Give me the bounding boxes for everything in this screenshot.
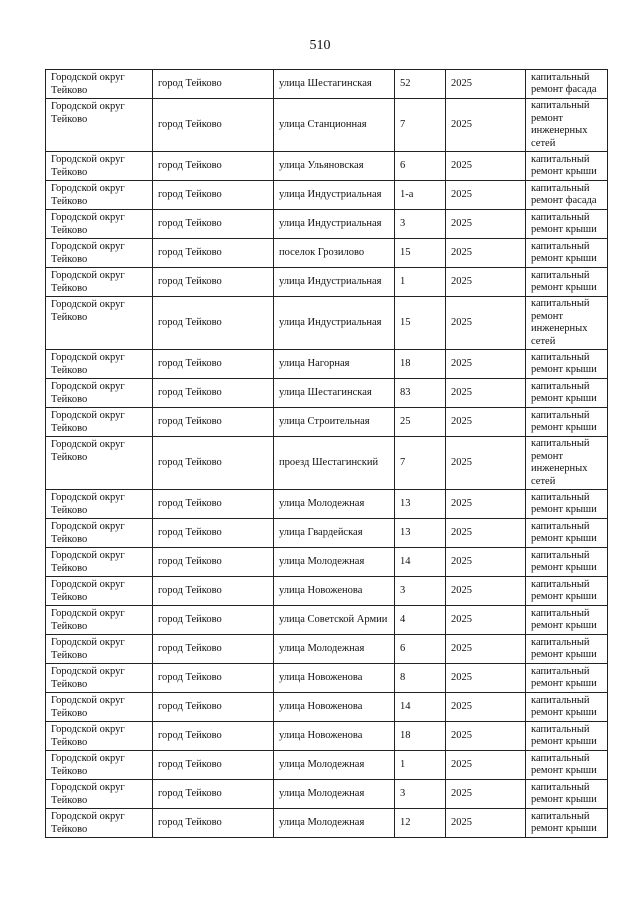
street-cell: улица Молодежная: [274, 809, 395, 838]
year-cell: 2025: [446, 350, 526, 379]
year-cell: 2025: [446, 548, 526, 577]
city-cell: город Тейково: [153, 577, 274, 606]
table-row: [46, 70, 608, 99]
house-number-cell: 14: [395, 693, 446, 722]
city-cell: город Тейково: [153, 297, 274, 350]
street-cell: улица Новоженова: [274, 693, 395, 722]
street-cell: улица Молодежная: [274, 751, 395, 780]
house-number-cell: 13: [395, 490, 446, 519]
city-cell: город Тейково: [153, 722, 274, 751]
district-cell: Городской округ Тейково: [46, 210, 153, 239]
district-cell: Городской округ Тейково: [46, 751, 153, 780]
table-row: [46, 519, 608, 548]
work-type-cell: капитальный ремонт крыши: [526, 379, 608, 408]
work-type-cell: капитальный ремонт крыши: [526, 664, 608, 693]
table-row: [46, 635, 608, 664]
district-cell: Городской округ Тейково: [46, 577, 153, 606]
year-cell: 2025: [446, 809, 526, 838]
year-cell: 2025: [446, 239, 526, 268]
city-cell: город Тейково: [153, 210, 274, 239]
work-type-cell: капитальный ремонт крыши: [526, 548, 608, 577]
city-cell: город Тейково: [153, 268, 274, 297]
year-cell: 2025: [446, 379, 526, 408]
district-cell: Городской округ Тейково: [46, 606, 153, 635]
repair-schedule-table: [45, 69, 608, 838]
house-number-cell: 3: [395, 577, 446, 606]
district-cell: Городской округ Тейково: [46, 437, 153, 490]
city-cell: город Тейково: [153, 548, 274, 577]
year-cell: 2025: [446, 152, 526, 181]
house-number-cell: 15: [395, 297, 446, 350]
district-cell: Городской округ Тейково: [46, 780, 153, 809]
table-row: [46, 809, 608, 838]
city-cell: город Тейково: [153, 751, 274, 780]
year-cell: 2025: [446, 577, 526, 606]
street-cell: улица Индустриальная: [274, 297, 395, 350]
table-row: [46, 379, 608, 408]
house-number-cell: 7: [395, 437, 446, 490]
house-number-cell: 1-а: [395, 181, 446, 210]
work-type-cell: капитальный ремонт крыши: [526, 751, 608, 780]
city-cell: город Тейково: [153, 239, 274, 268]
house-number-cell: 18: [395, 350, 446, 379]
work-type-cell: капитальный ремонт фасада: [526, 181, 608, 210]
city-cell: город Тейково: [153, 181, 274, 210]
street-cell: улица Индустриальная: [274, 268, 395, 297]
table-row: [46, 722, 608, 751]
house-number-cell: 6: [395, 152, 446, 181]
street-cell: улица Новоженова: [274, 664, 395, 693]
street-cell: улица Индустриальная: [274, 181, 395, 210]
district-cell: Городской округ Тейково: [46, 379, 153, 408]
house-number-cell: 1: [395, 268, 446, 297]
house-number-cell: 4: [395, 606, 446, 635]
table-row: [46, 268, 608, 297]
city-cell: город Тейково: [153, 70, 274, 99]
house-number-cell: 1: [395, 751, 446, 780]
work-type-cell: капитальный ремонт инженерных сетей: [526, 437, 608, 490]
district-cell: Городской округ Тейково: [46, 350, 153, 379]
district-cell: Городской округ Тейково: [46, 181, 153, 210]
year-cell: 2025: [446, 210, 526, 239]
district-cell: Городской округ Тейково: [46, 635, 153, 664]
house-number-cell: 12: [395, 809, 446, 838]
street-cell: проезд Шестагинский: [274, 437, 395, 490]
street-cell: улица Молодежная: [274, 490, 395, 519]
table-row: [46, 99, 608, 152]
table-row: [46, 490, 608, 519]
house-number-cell: 25: [395, 408, 446, 437]
table-row: [46, 350, 608, 379]
table-row: [46, 606, 608, 635]
city-cell: город Тейково: [153, 780, 274, 809]
district-cell: Городской округ Тейково: [46, 152, 153, 181]
table-body: [46, 70, 608, 838]
district-cell: Городской округ Тейково: [46, 809, 153, 838]
house-number-cell: 83: [395, 379, 446, 408]
work-type-cell: капитальный ремонт крыши: [526, 239, 608, 268]
work-type-cell: капитальный ремонт крыши: [526, 408, 608, 437]
city-cell: город Тейково: [153, 635, 274, 664]
year-cell: 2025: [446, 635, 526, 664]
district-cell: Городской округ Тейково: [46, 239, 153, 268]
work-type-cell: капитальный ремонт крыши: [526, 577, 608, 606]
street-cell: поселок Грозилово: [274, 239, 395, 268]
house-number-cell: 6: [395, 635, 446, 664]
district-cell: Городской округ Тейково: [46, 548, 153, 577]
district-cell: Городской округ Тейково: [46, 722, 153, 751]
street-cell: улица Индустриальная: [274, 210, 395, 239]
house-number-cell: 3: [395, 780, 446, 809]
work-type-cell: капитальный ремонт крыши: [526, 780, 608, 809]
street-cell: улица Молодежная: [274, 548, 395, 577]
page-number: 510: [309, 38, 331, 53]
work-type-cell: капитальный ремонт крыши: [526, 490, 608, 519]
work-type-cell: капитальный ремонт фасада: [526, 70, 608, 99]
street-cell: улица Шестагинская: [274, 70, 395, 99]
year-cell: 2025: [446, 780, 526, 809]
work-type-cell: капитальный ремонт крыши: [526, 210, 608, 239]
street-cell: улица Новоженова: [274, 722, 395, 751]
city-cell: город Тейково: [153, 809, 274, 838]
district-cell: Городской округ Тейково: [46, 519, 153, 548]
work-type-cell: капитальный ремонт крыши: [526, 606, 608, 635]
work-type-cell: капитальный ремонт инженерных сетей: [526, 297, 608, 350]
work-type-cell: капитальный ремонт инженерных сетей: [526, 99, 608, 152]
city-cell: город Тейково: [153, 99, 274, 152]
street-cell: улица Ульяновская: [274, 152, 395, 181]
house-number-cell: 14: [395, 548, 446, 577]
street-cell: улица Молодежная: [274, 635, 395, 664]
city-cell: город Тейково: [153, 379, 274, 408]
year-cell: 2025: [446, 408, 526, 437]
year-cell: 2025: [446, 268, 526, 297]
table-row: [46, 577, 608, 606]
street-cell: улица Станционная: [274, 99, 395, 152]
table-row: [46, 664, 608, 693]
year-cell: 2025: [446, 437, 526, 490]
district-cell: Городской округ Тейково: [46, 70, 153, 99]
year-cell: 2025: [446, 751, 526, 780]
street-cell: улица Советской Армии: [274, 606, 395, 635]
work-type-cell: капитальный ремонт крыши: [526, 519, 608, 548]
year-cell: 2025: [446, 664, 526, 693]
city-cell: город Тейково: [153, 350, 274, 379]
table-row: [46, 437, 608, 490]
district-cell: Городской округ Тейково: [46, 490, 153, 519]
city-cell: город Тейково: [153, 664, 274, 693]
work-type-cell: капитальный ремонт крыши: [526, 809, 608, 838]
work-type-cell: капитальный ремонт крыши: [526, 350, 608, 379]
house-number-cell: 3: [395, 210, 446, 239]
street-cell: улица Новоженова: [274, 577, 395, 606]
year-cell: 2025: [446, 297, 526, 350]
table-row: [46, 548, 608, 577]
street-cell: улица Шестагинская: [274, 379, 395, 408]
table-row: [46, 693, 608, 722]
work-type-cell: капитальный ремонт крыши: [526, 268, 608, 297]
table-row: [46, 239, 608, 268]
city-cell: город Тейково: [153, 693, 274, 722]
year-cell: 2025: [446, 606, 526, 635]
street-cell: улица Гвардейская: [274, 519, 395, 548]
house-number-cell: 52: [395, 70, 446, 99]
street-cell: улица Нагорная: [274, 350, 395, 379]
year-cell: 2025: [446, 722, 526, 751]
year-cell: 2025: [446, 70, 526, 99]
house-number-cell: 13: [395, 519, 446, 548]
table-row: [46, 152, 608, 181]
work-type-cell: капитальный ремонт крыши: [526, 722, 608, 751]
house-number-cell: 15: [395, 239, 446, 268]
district-cell: Городской округ Тейково: [46, 408, 153, 437]
year-cell: 2025: [446, 490, 526, 519]
district-cell: Городской округ Тейково: [46, 99, 153, 152]
district-cell: Городской округ Тейково: [46, 664, 153, 693]
house-number-cell: 8: [395, 664, 446, 693]
table-row: [46, 751, 608, 780]
table-row: [46, 780, 608, 809]
year-cell: 2025: [446, 181, 526, 210]
work-type-cell: капитальный ремонт крыши: [526, 152, 608, 181]
street-cell: улица Молодежная: [274, 780, 395, 809]
district-cell: Городской округ Тейково: [46, 693, 153, 722]
work-type-cell: капитальный ремонт крыши: [526, 693, 608, 722]
house-number-cell: 7: [395, 99, 446, 152]
city-cell: город Тейково: [153, 152, 274, 181]
year-cell: 2025: [446, 519, 526, 548]
city-cell: город Тейково: [153, 519, 274, 548]
work-type-cell: капитальный ремонт крыши: [526, 635, 608, 664]
house-number-cell: 18: [395, 722, 446, 751]
year-cell: 2025: [446, 99, 526, 152]
city-cell: город Тейково: [153, 408, 274, 437]
year-cell: 2025: [446, 693, 526, 722]
table-row: [46, 408, 608, 437]
city-cell: город Тейково: [153, 490, 274, 519]
table-row: [46, 210, 608, 239]
table-row: [46, 181, 608, 210]
district-cell: Городской округ Тейково: [46, 297, 153, 350]
table-row: [46, 297, 608, 350]
district-cell: Городской округ Тейково: [46, 268, 153, 297]
city-cell: город Тейково: [153, 437, 274, 490]
city-cell: город Тейково: [153, 606, 274, 635]
street-cell: улица Строительная: [274, 408, 395, 437]
